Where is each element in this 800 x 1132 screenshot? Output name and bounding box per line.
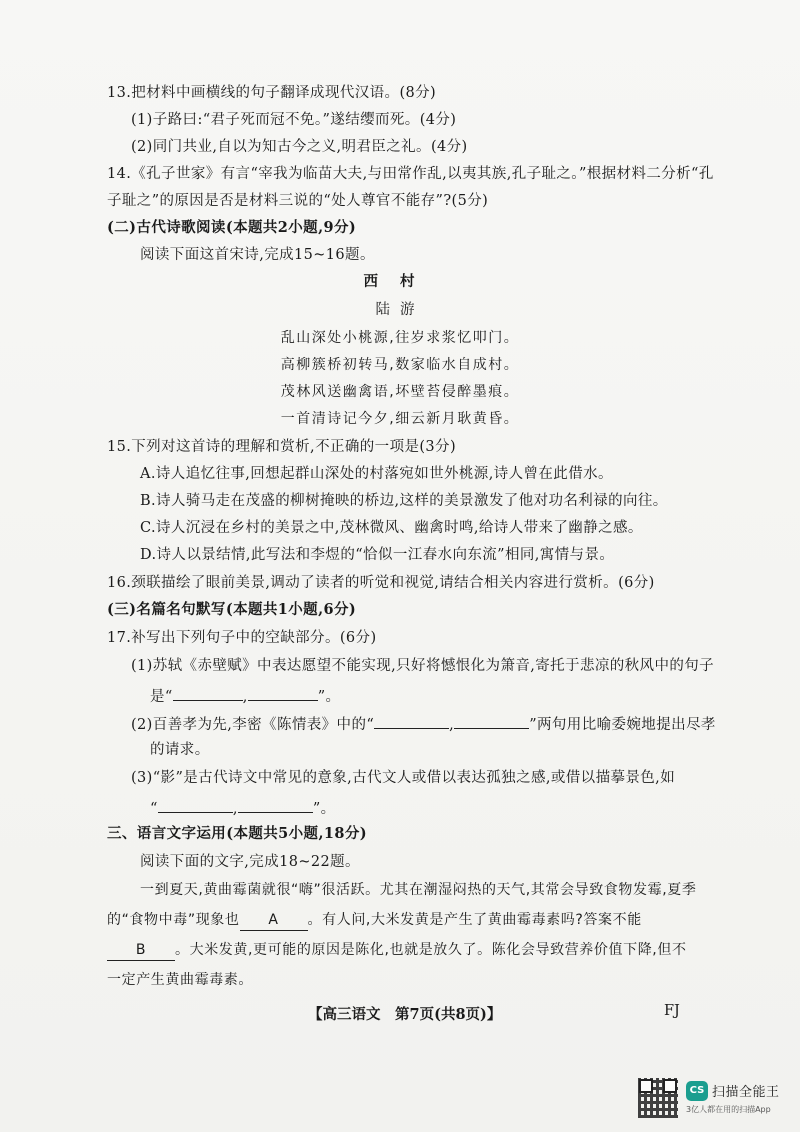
q14-line1: 14.《孔子世家》有言“宰我为临苗大夫,与田常作乱,以夷其族,孔子耻之。”根据材料二分析“孔 [107, 166, 714, 182]
passage-line: 一定产生黄曲霉毒素。 [107, 972, 253, 988]
q17-sub2-line1: (2)百善孝为先,李密《陈情表》中的“ , ”两句用比喻委婉地提出尽孝 [131, 712, 716, 735]
part3-instruction: 阅读下面的文字,完成18~22题。 [140, 854, 360, 870]
q14-line2: 子耻之”的原因是否是材料三说的“处人尊官不能存”?(5分) [107, 193, 489, 209]
q17-sub3-line1: (3)“影”是古代诗文中常见的意象,古代文人或借以表达孤独之感,或借以描摹景色,如 [131, 770, 676, 786]
answer-blank[interactable] [454, 712, 529, 729]
passage-line: B 。大米发黄,更可能的原因是陈化,也就是放久了。陈化会导致营养价值下降,但不 [107, 940, 687, 961]
q15-option-a: A.诗人追忆往事,回想起群山深处的村落宛如世外桃源,诗人曾在此借水。 [140, 466, 613, 482]
poem-line: 高柳簇桥初转马,数家临水自成村。 [280, 357, 520, 373]
q13-sub1: (1)子路曰:“君子死而冠不免。”遂结缨而死。(4分) [131, 112, 457, 128]
poem-title: 西村 [363, 273, 437, 290]
camscanner-logo-icon: CS [686, 1081, 708, 1101]
q17-stem: 17.补写出下列句子中的空缺部分。(6分) [107, 630, 377, 646]
passage-line: 一到夏天,黄曲霉菌就很“嗨”很活跃。尤其在潮湿闷热的天气,其常会导致食物发霉,夏季 [140, 882, 697, 898]
q16-stem: 16.颈联描绘了眼前美景,调动了读者的听觉和视觉,请结合相关内容进行赏析。(6分) [107, 575, 655, 591]
q15-stem: 15.下列对这首诗的理解和赏析,不正确的一项是(3分) [107, 439, 457, 455]
q17-sub3-line2: “ , ”。 [150, 796, 336, 819]
poem-line: 一首清诗记今夕,细云新月耿黄昏。 [280, 411, 520, 427]
q13-stem: 13.把材料中画横线的句子翻译成现代汉语。(8分) [107, 85, 437, 101]
part3-heading: 三、语言文字运用(本题共5小题,18分) [107, 825, 368, 842]
scanner-app-name: 扫描全能王 [712, 1085, 780, 1100]
poem-author: 陆游 [375, 302, 425, 318]
section3-heading: (三)名篇名句默写(本题共1小题,6分) [107, 601, 357, 618]
poem-line: 乱山深处小桃源,往岁求浆忆叩门。 [280, 330, 520, 346]
blank-b[interactable]: B [107, 940, 175, 961]
answer-blank[interactable] [158, 796, 233, 813]
footer-code: FJ [664, 1003, 680, 1019]
q15-option-b: B.诗人骑马走在茂盛的柳树掩映的桥边,这样的美景激发了他对功名利禄的向往。 [140, 493, 668, 509]
answer-blank[interactable] [248, 684, 318, 701]
answer-blank[interactable] [374, 712, 449, 729]
passage-line: 的“食物中毒”现象也 A 。有人问,大米发黄是产生了黄曲霉毒素吗?答案不能 [107, 910, 642, 931]
q15-option-c: C.诗人沉浸在乡村的美景之中,茂林微风、幽禽时鸣,给诗人带来了幽静之感。 [140, 520, 643, 536]
q17-sub1-line1: (1)苏轼《赤壁赋》中表达愿望不能实现,只好将憾恨化为箫音,寄托于悲凉的秋风中的句子 [131, 658, 715, 674]
qr-code-icon [638, 1078, 678, 1118]
answer-blank[interactable] [173, 684, 243, 701]
page-footer: 【高三语文 第7页(共8页)】 [308, 1006, 502, 1023]
section2-instruction: 阅读下面这首宋诗,完成15~16题。 [140, 247, 375, 263]
answer-blank[interactable] [238, 796, 313, 813]
q17-sub2-line2: 的请求。 [150, 742, 210, 758]
q17-sub1-line2: 是“ , ”。 [150, 684, 340, 707]
blank-a[interactable]: A [240, 910, 308, 931]
q15-option-d: D.诗人以景结情,此写法和李煜的“恰似一江春水向东流”相同,寓情与景。 [140, 547, 615, 563]
section2-heading: (二)古代诗歌阅读(本题共2小题,9分) [107, 219, 357, 236]
scanner-app-subtitle: 3亿人都在用的扫描App [686, 1105, 771, 1114]
q13-sub2: (2)同门共业,自以为知古今之义,明君臣之礼。(4分) [131, 139, 468, 155]
poem-line: 茂林风送幽禽语,坏壁苔侵醉墨痕。 [280, 384, 520, 400]
